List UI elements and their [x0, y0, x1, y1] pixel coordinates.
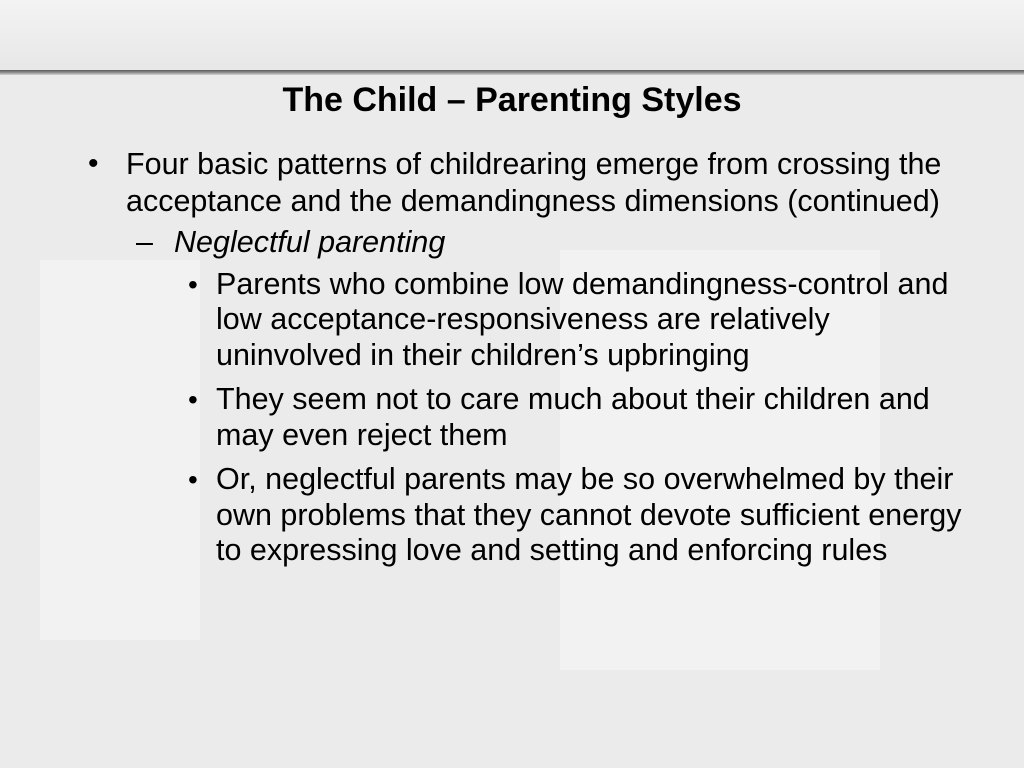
- sub-heading-text: Neglectful parenting: [174, 225, 446, 259]
- bullet-marker: •: [88, 147, 99, 180]
- header-band: [0, 0, 1024, 72]
- bullet-item: [88, 146, 956, 219]
- sub-bullet-item: [188, 266, 976, 374]
- sub-bullet-text: They seem not to care much about their children and may even reject them: [216, 382, 930, 452]
- sub-bullet-item: [188, 382, 976, 453]
- bullet-marker: •: [188, 384, 198, 415]
- bullet-marker: •: [188, 464, 198, 495]
- bullet-text: Four basic patterns of childrearing emerge from crossing the acceptance and the demandingness dimensions (continued): [126, 147, 942, 218]
- slide-body: [0, 146, 1024, 569]
- header-rule: [0, 70, 1024, 75]
- sub-bullet-text: Or, neglectful parents may be so overwhelmed by their own problems that they cannot devote sufficient energy to expressing love and setting and enforcing rules: [216, 462, 962, 567]
- bullet-marker: •: [188, 268, 198, 300]
- sub-bullet-item: [188, 462, 976, 569]
- dash-marker: –: [136, 225, 153, 259]
- sub-heading-item: [136, 224, 974, 261]
- sub-bullet-text: Parents who combine low demandingness-control and low acceptance-responsiveness are relatively uninvolved in their children’s upbringing: [216, 266, 949, 372]
- slide-title: The Child – Parenting Styles: [282, 81, 742, 119]
